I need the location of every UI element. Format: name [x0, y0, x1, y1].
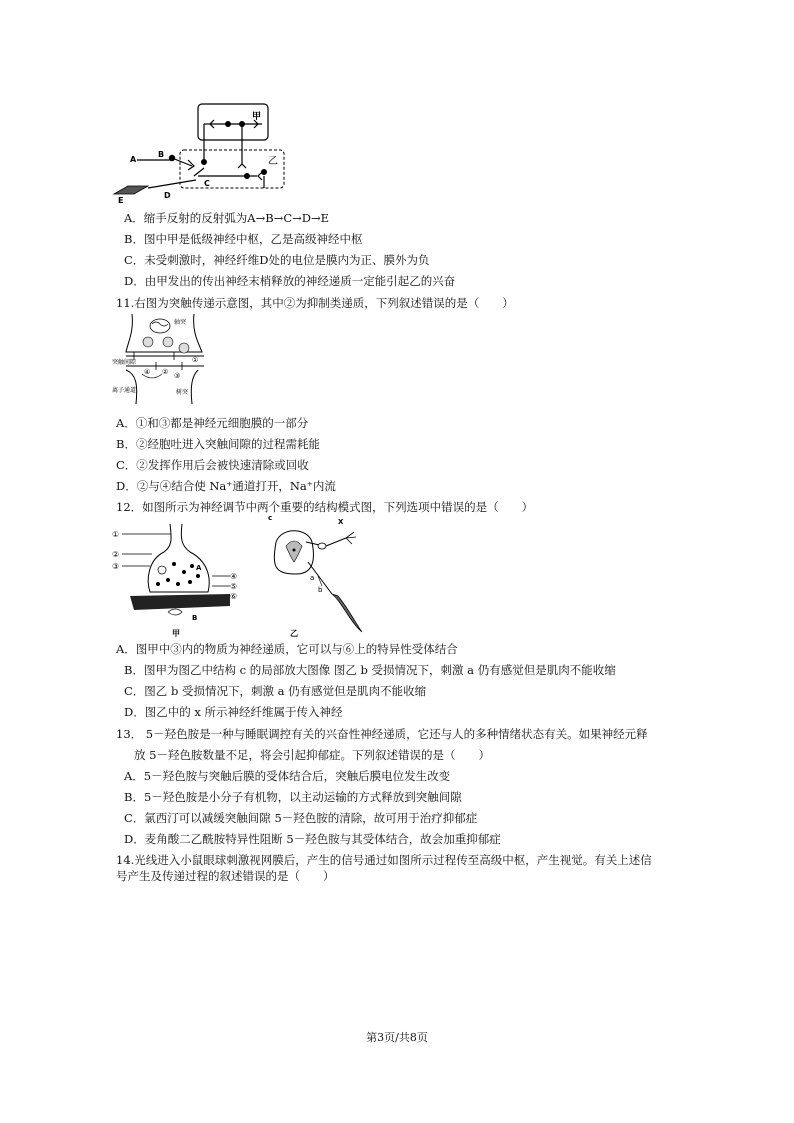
- q12-option-d: D．图乙中的 x 所示神经纤维属于传入神经: [124, 705, 343, 719]
- label-cleft: 突触间隙: [112, 359, 137, 366]
- q11-option-b: B．②经胞吐进入突触间隙的过程需耗能: [116, 437, 320, 451]
- label-12-jia: 甲: [172, 629, 180, 638]
- label-12-B: B: [192, 614, 198, 622]
- q11-stem: 11.右图为突触传递示意图，其中②为抑制类递质，下列叙述错误的是（ ）: [116, 296, 514, 310]
- label-n1: ①: [192, 356, 199, 364]
- q13-option-d: D．麦角酸二乙酰胺特异性阻断 5－羟色胺与其受体结合，故会加重抑郁症: [124, 832, 501, 846]
- label-12-a: a: [310, 574, 315, 582]
- q11-option-d: D．②与④结合使 Na⁺通道打开，Na⁺内流: [116, 479, 336, 493]
- q12-option-b: B．图甲为图乙中结构 c 的局部放大图像 图乙 b 受损情况下，刺激 a 仍有感觉但是肌肉不能收缩: [124, 663, 616, 677]
- label-12-n4: ④: [230, 572, 238, 581]
- label-12-n2: ②: [112, 550, 120, 559]
- label-n4: ④: [144, 368, 151, 376]
- q12-option-c: C．图乙 b 受损情况下，刺激 a 仍有感觉但是肌肉不能收缩: [124, 684, 427, 698]
- label-12-c: c: [268, 514, 273, 522]
- q10-option-c: C．未受刺激时，神经纤维D处的电位是膜内为正、膜外为负: [124, 253, 430, 267]
- label-E: E: [118, 196, 124, 204]
- q12-stem: 12．如图所示为神经调节中两个重要的结构模式图，下列选项中错误的是（ ）: [116, 500, 534, 514]
- q11-option-a: A．①和③都是神经元细胞膜的一部分: [116, 416, 309, 430]
- label-12-x: X: [338, 518, 344, 526]
- label-12-b: b: [318, 586, 323, 594]
- label-12-yi: 乙: [290, 629, 298, 638]
- q13-stem-line2: 放 5－羟色胺数量不足，将会引起抑郁症。下列叙述错误的是（ ）: [134, 748, 490, 762]
- q13-stem-line1: 13． 5－羟色胺是一种与睡眠调控有关的兴奋性神经递质，它还与人的多种情绪状态有关。如果神经元释: [116, 727, 648, 741]
- q10-option-b: B．图中甲是低级神经中枢，乙是高级神经中枢: [124, 232, 363, 246]
- q12-option-a: A．图甲中③内的物质为神经递质，它可以与⑥上的特异性受体结合: [116, 642, 458, 656]
- label-dendrite: 树突: [176, 389, 189, 396]
- q13-option-c: C．氯西汀可以减缓突触间隙 5－羟色胺的清除，故可用于治疗抑郁症: [124, 811, 478, 825]
- spinal-cord-figure: [262, 512, 374, 638]
- label-n2: ②: [162, 368, 169, 376]
- q13-option-b: B．5－羟色胺是小分子有机物，以主动运输的方式释放到突触间隙: [124, 790, 462, 804]
- label-B: B: [158, 150, 165, 159]
- label-jia: 甲: [252, 112, 262, 122]
- label-axon: 轴突: [174, 319, 187, 326]
- label-12-n3: ③: [112, 562, 120, 571]
- q10-option-d: D．由甲发出的传出神经末梢释放的神经递质一定能引起乙的兴奋: [124, 274, 456, 288]
- label-12-n1: ①: [112, 530, 120, 539]
- q14-stem-line2: 号产生及传递过程的叙述错误的是（ ）: [116, 869, 335, 883]
- q14-stem-line1: 14.光线进入小鼠眼球刺激视网膜后，产生的信号通过如图所示过程传至高级中枢，产生视觉。有关上述信: [116, 853, 652, 867]
- label-yi: 乙: [268, 156, 278, 167]
- synapse-detail-figure: [112, 520, 242, 638]
- page-footer: 第3页/共8页: [366, 1031, 428, 1044]
- label-12-A: A: [196, 564, 202, 572]
- q11-option-c: C．②发挥作用后会被快速清除或回收: [116, 458, 309, 472]
- label-12-n5: ⑤: [230, 582, 238, 591]
- synapse-figure: [112, 312, 218, 404]
- label-D: D: [164, 191, 171, 200]
- q13-option-a: A．5－羟色胺与突触后膜的受体结合后，突触后膜电位发生改变: [124, 769, 451, 783]
- reflex-arc-figure: [112, 102, 292, 204]
- label-channel: 离子通道: [112, 387, 137, 394]
- label-12-n6: ⑥: [230, 592, 238, 601]
- label-n3: ③: [174, 372, 181, 380]
- label-C: C: [204, 179, 210, 188]
- q10-option-a: A．缩手反射的反射弧为A→B→C→D→E: [124, 211, 330, 225]
- label-A: A: [130, 155, 137, 164]
